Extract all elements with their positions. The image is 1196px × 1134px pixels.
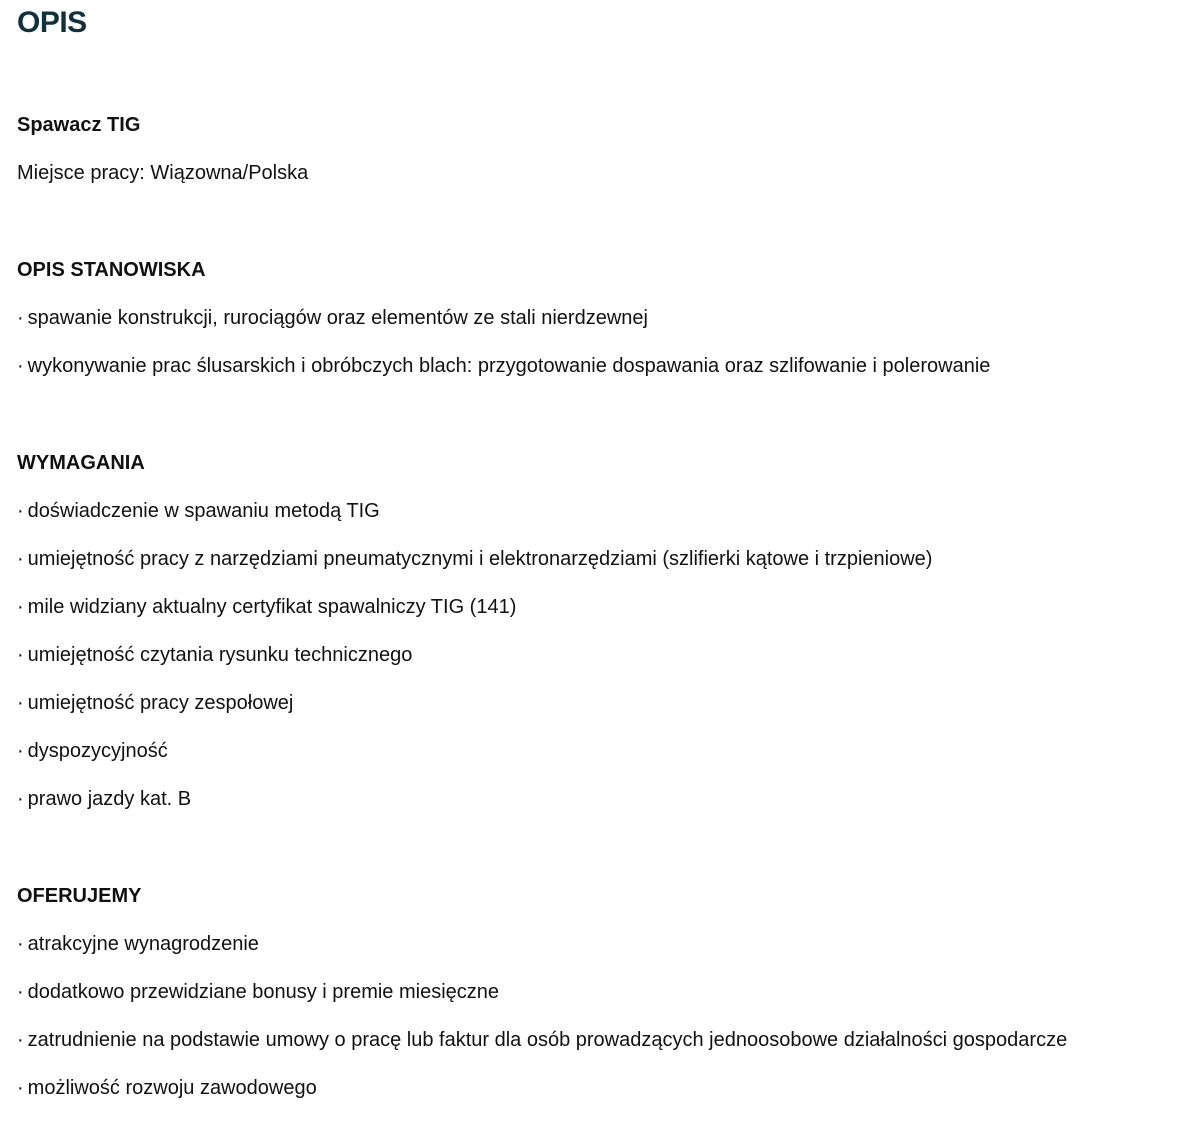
list-item-text: dodatkowo przewidziane bonusy i premie miesięczne [27, 981, 500, 1003]
list-item-text: prawo jazdy kat. B [27, 788, 192, 810]
bullet-dot: · [17, 548, 24, 570]
list-item-text: umiejętność czytania rysunku technicznego [27, 644, 413, 666]
bullet-dot: · [17, 740, 24, 762]
list-item [17, 1077, 317, 1100]
location-label: Miejsce pracy: [17, 162, 145, 184]
list-item [17, 740, 168, 763]
list-item-text: spawanie konstrukcji, rurociągów oraz elementów ze stali nierdzewnej [27, 307, 648, 329]
list-item-text: doświadczenie w spawaniu metodą TIG [27, 500, 380, 522]
list-item-text: wykonywanie prac ślusarskich i obróbczych blach: przygotowanie dospawania oraz szlifowanie i polerowanie [27, 355, 991, 377]
location-value: Wiązowna/Polska [150, 162, 309, 184]
list-item-text: zatrudnienie na podstawie umowy o pracę lub faktur dla osób prowadzących jednoosobowe działalności gospodarcze [27, 1029, 1068, 1051]
list-item [17, 692, 293, 715]
list-item [17, 981, 499, 1004]
bullet-dot: · [17, 500, 24, 522]
list-item [17, 1029, 1067, 1052]
section-heading-oferujemy: OFERUJEMY [17, 885, 142, 907]
bullet-dot: · [17, 1029, 24, 1051]
bullet-dot: · [17, 788, 24, 810]
bullet-dot: · [17, 981, 24, 1003]
list-item-text: dyspozycyjność [27, 740, 168, 762]
list-item [17, 596, 516, 619]
job-location [17, 162, 308, 185]
section-heading-opis-stanowiska: OPIS STANOWISKA [17, 259, 206, 281]
bullet-dot: · [17, 933, 24, 955]
section-heading-wymagania: WYMAGANIA [17, 452, 145, 474]
list-item [17, 644, 412, 667]
list-item [17, 355, 990, 378]
list-item-text: umiejętność pracy z narzędziami pneumatycznymi i elektronarzędziami (szlifierki kątowe i trzpieniowe) [27, 548, 933, 570]
page-title: OPIS [17, 6, 87, 39]
list-item [17, 500, 380, 523]
list-item [17, 307, 648, 330]
bullet-dot: · [17, 307, 24, 329]
list-item [17, 933, 259, 956]
list-item-text: atrakcyjne wynagrodzenie [27, 933, 259, 955]
list-item-text: mile widziany aktualny certyfikat spawalniczy TIG (141) [27, 596, 517, 618]
job-title: Spawacz TIG [17, 114, 141, 136]
bullet-dot: · [17, 1077, 24, 1099]
list-item [17, 548, 932, 571]
bullet-dot: · [17, 692, 24, 714]
list-item [17, 788, 191, 811]
list-item-text: umiejętność pracy zespołowej [27, 692, 294, 714]
list-item-text: możliwość rozwoju zawodowego [27, 1077, 317, 1099]
bullet-dot: · [17, 355, 24, 377]
bullet-dot: · [17, 644, 24, 666]
bullet-dot: · [17, 596, 24, 618]
